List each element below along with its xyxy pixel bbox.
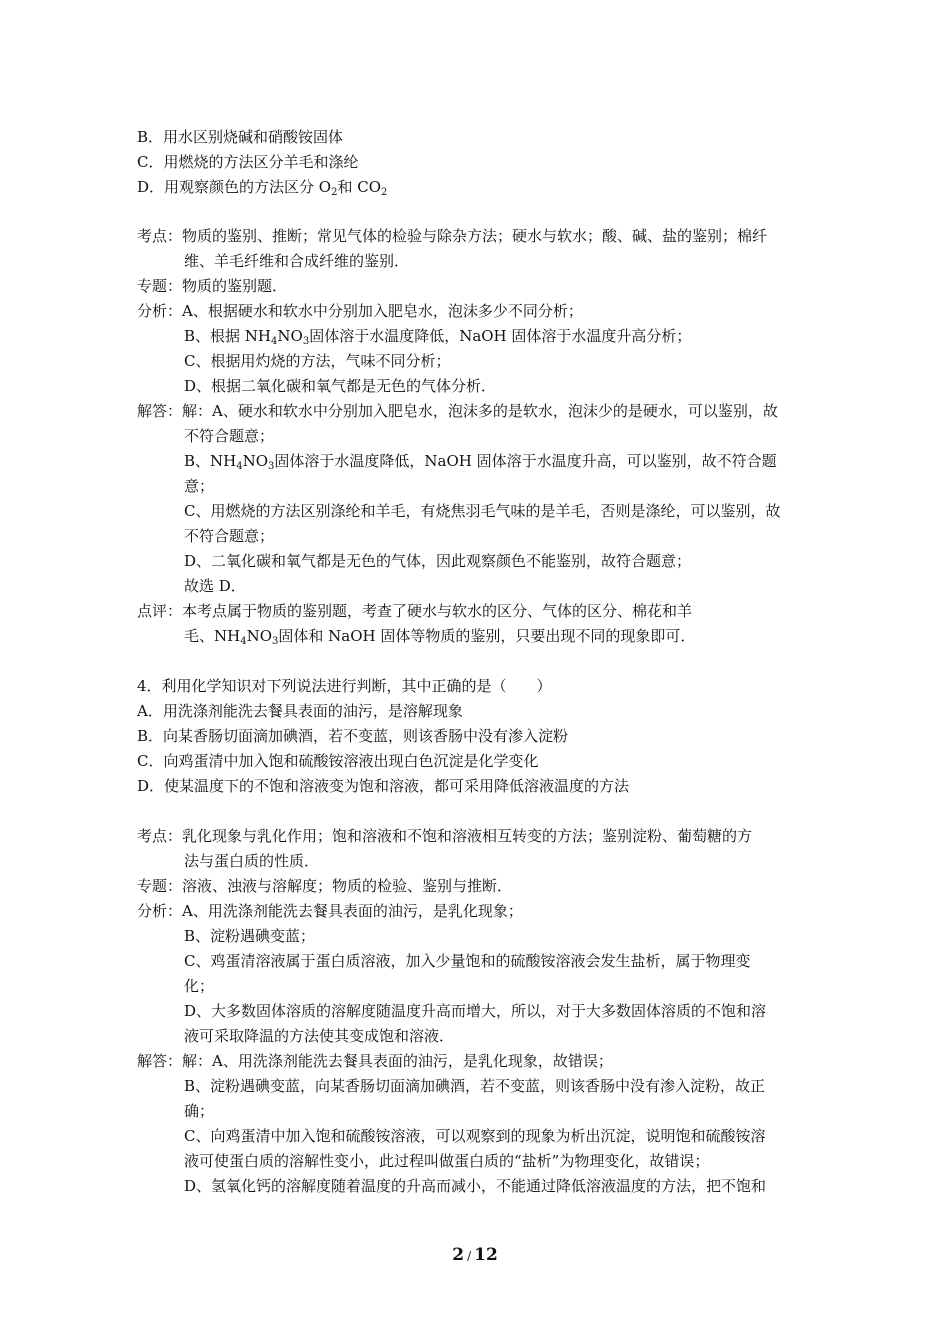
q3-option-b: B．用水区别烧碱和硝酸铵固体 xyxy=(137,128,344,146)
q3-zhuanti: 专题：物质的鉴别题． xyxy=(137,277,288,295)
q4-jieda-d: D、氢氧化钙的溶解度随着温度的升高而减小，不能通过降低溶液温度的方法，把不饱和 xyxy=(184,1177,767,1195)
q4-jieda-c-cont: 液可使蛋白质的溶解性变小，此过程叫做蛋白质的“盐析”为物理变化，故错误； xyxy=(184,1152,710,1170)
q3-option-c: C．用燃烧的方法区分羊毛和涤纶 xyxy=(137,153,359,171)
q3-jieda-choice: 故选 D． xyxy=(184,577,246,595)
q4-stem: 4．利用化学知识对下列说法进行判断，其中正确的是（ ） xyxy=(137,677,552,695)
q3-fenxi-d: D、根据二氧化碳和氧气都是无色的气体分析． xyxy=(184,377,497,395)
q3-kaodian: 考点：物质的鉴别、推断；常见气体的检验与除杂方法；硬水与软水；酸、碱、盐的鉴别；棉纤 xyxy=(137,227,768,245)
q3-dianping-cont: 毛、$NH_4NO_3$固体和 NaOH 固体等物质的鉴别，只要出现不同的现象即可． xyxy=(184,627,696,647)
q4-kaodian: 考点：乳化现象与乳化作用；饱和溶液和不饱和溶液相互转变的方法；鉴别淀粉、葡萄糖的方 xyxy=(137,827,753,845)
q3-fenxi-b: B、根据 $NH_4NO_3$固体溶于水温度降低，NaOH 固体溶于水温度升高分析； xyxy=(184,327,692,347)
q4-option-b: B．向某香肠切面滴加碘酒，若不变蓝，则该香肠中没有渗入淀粉 xyxy=(137,727,569,745)
q3-jieda-b-cont: 意； xyxy=(184,477,215,495)
q4-fenxi-d-cont: 液可采取降温的方法使其变成饱和溶液． xyxy=(184,1027,455,1045)
q3-jieda-b: B、$NH_4NO_3$固体溶于水温度降低，NaOH 固体溶于水温度升高，可以鉴别，故不符合题 xyxy=(184,452,777,472)
q4-jieda-b-cont: 确； xyxy=(184,1102,215,1120)
q3-fenxi-a: 分析：A、根据硬水和软水中分别加入肥皂水，泡沫多少不同分析； xyxy=(137,302,583,320)
q4-fenxi-c: C、鸡蛋清溶液属于蛋白质溶液，加入少量饱和的硫酸铵溶液会发生盐析，属于物理变 xyxy=(184,952,751,970)
page-total: 12 xyxy=(474,1245,498,1265)
q3-kaodian-cont: 维、羊毛纤维和合成纤维的鉴别． xyxy=(184,252,410,270)
q4-kaodian-cont: 法与蛋白质的性质． xyxy=(184,852,320,870)
q4-jieda-a: 解答：解：A、用洗涤剂能洗去餐具表面的油污，是乳化现象，故错误； xyxy=(137,1052,613,1070)
q3-jieda-d: D、二氧化碳和氧气都是无色的气体，因此观察颜色不能鉴别，故符合题意； xyxy=(184,552,692,570)
q4-fenxi-d: D、大多数固体溶质的溶解度随温度升高而增大，所以，对于大多数固体溶质的不饱和溶 xyxy=(184,1002,767,1020)
q4-option-a: A．用洗涤剂能洗去餐具表面的油污，是溶解现象 xyxy=(137,702,463,720)
q3-jieda-c: C、用燃烧的方法区别涤纶和羊毛，有烧焦羽毛气味的是羊毛，否则是涤纶，可以鉴别，故 xyxy=(184,502,781,520)
q4-jieda-c: C、向鸡蛋清中加入饱和硫酸铵溶液，可以观察到的现象为析出沉淀，说明饱和硫酸铵溶 xyxy=(184,1127,766,1145)
q4-fenxi-b: B、淀粉遇碘变蓝； xyxy=(184,927,316,945)
q4-fenxi-a: 分析：A、用洗涤剂能洗去餐具表面的油污，是乳化现象； xyxy=(137,902,523,920)
q4-option-c: C．向鸡蛋清中加入饱和硫酸铵溶液出现白色沉淀是化学变化 xyxy=(137,752,539,770)
q3-jieda-a: 解答：解：A、硬水和软水中分别加入肥皂水，泡沫多的是软水，泡沫少的是硬水，可以鉴别，故 xyxy=(137,402,778,420)
q4-option-d: D．使某温度下的不饱和溶液变为饱和溶液，都可采用降低溶液温度的方法 xyxy=(137,777,630,795)
q3-jieda-c-cont: 不符合题意； xyxy=(184,527,275,545)
q4-jieda-b: B、淀粉遇碘变蓝，向某香肠切面滴加碘酒，若不变蓝，则该香肠中没有渗入淀粉，故正 xyxy=(184,1077,766,1095)
q3-option-d: D．用观察颜色的方法区分 $O_2$和 $CO_2$ xyxy=(137,178,388,198)
q3-jieda-a-cont: 不符合题意； xyxy=(184,427,275,445)
page-number xyxy=(0,1245,950,1265)
page-current: 2 xyxy=(452,1245,465,1265)
q3-fenxi-c: C、根据用灼烧的方法，气味不同分析； xyxy=(184,352,451,370)
q4-zhuanti: 专题：溶液、浊液与溶解度；物质的检验、鉴别与推断． xyxy=(137,877,513,895)
page-separator: / xyxy=(467,1249,472,1263)
q3-dianping: 点评：本考点属于物质的鉴别题，考查了硬水与软水的区分、气体的区分、棉花和羊 xyxy=(137,602,693,620)
q4-fenxi-c-cont: 化； xyxy=(184,977,215,995)
